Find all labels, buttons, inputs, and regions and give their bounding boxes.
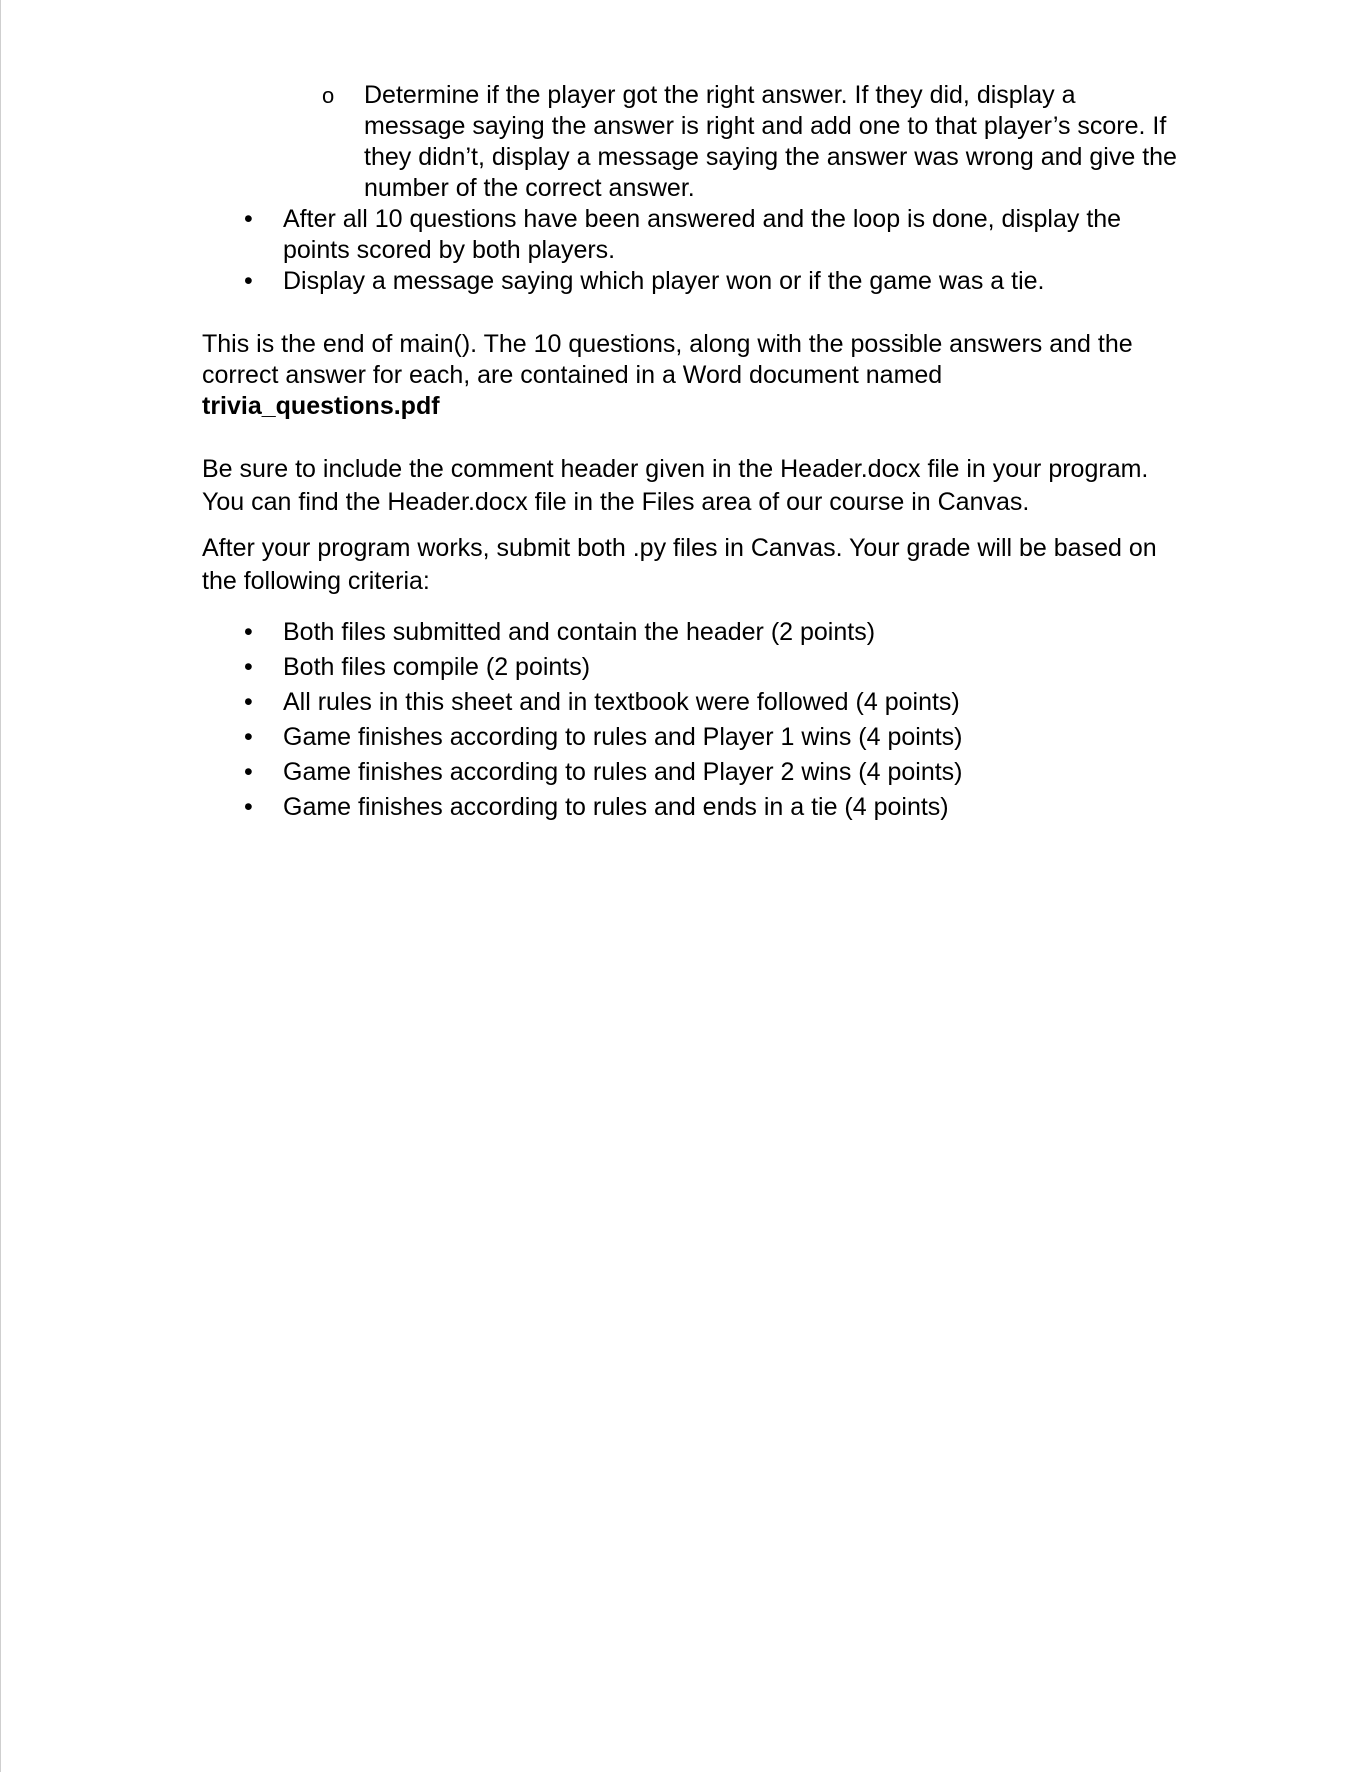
bullet-icon: • <box>244 723 253 751</box>
document-page <box>202 80 1182 825</box>
list-item <box>202 266 1182 297</box>
main-end-paragraph <box>202 329 1182 422</box>
header-text: Be sure to include the comment header given in the Header.docx file in your program. You can find the Header.docx file in the Files area of our course in Canvas. <box>202 455 1149 516</box>
list-item-text: After all 10 questions have been answered and the loop is done, display the points scored by both players. <box>283 205 1122 264</box>
criteria-item <box>202 720 1182 755</box>
header-paragraph <box>202 453 1182 519</box>
criteria-list <box>202 615 1182 825</box>
list-item-text: Display a message saying which player won or if the game was a tie. <box>283 267 1045 295</box>
criteria-item-text: Game finishes according to rules and Player 1 wins (4 points) <box>283 723 963 751</box>
sub-list-item-text: Determine if the player got the right answer. If they did, display a message saying the answer is right and add one to that player’s score. If they didn’t, display a message saying the answer was wrong and give the number of the correct answer. <box>364 81 1177 202</box>
criteria-item <box>202 790 1182 825</box>
bullet-icon: • <box>244 793 253 821</box>
bullet-icon: • <box>244 267 253 295</box>
bullet-icon: • <box>244 758 253 786</box>
bullet-icon: • <box>244 653 253 681</box>
circle-bullet-icon: o <box>322 83 335 108</box>
criteria-item <box>202 650 1182 685</box>
criteria-item-text: Game finishes according to rules and Player 2 wins (4 points) <box>283 758 963 786</box>
top-bullet-list <box>202 204 1182 297</box>
list-item <box>202 204 1182 266</box>
criteria-item <box>202 615 1182 650</box>
criteria-item <box>202 755 1182 790</box>
criteria-item-text: Both files submitted and contain the header (2 points) <box>283 618 876 646</box>
trivia-file-name: trivia_questions.pdf <box>202 392 440 420</box>
criteria-item <box>202 685 1182 720</box>
criteria-item-text: Game finishes according to rules and ends in a tie (4 points) <box>283 793 949 821</box>
criteria-item-text: All rules in this sheet and in textbook were followed (4 points) <box>283 688 960 716</box>
submit-paragraph <box>202 532 1182 598</box>
bullet-icon: • <box>244 688 253 716</box>
criteria-item-text: Both files compile (2 points) <box>283 653 591 681</box>
bullet-icon: • <box>244 618 253 646</box>
bullet-icon: • <box>244 205 253 233</box>
sub-list-item <box>202 80 1182 204</box>
page-edge <box>0 0 1 1772</box>
main-end-text: This is the end of main(). The 10 questions, along with the possible answers and the correct answer for each, are contained in a Word document named <box>202 330 1133 389</box>
submit-text: After your program works, submit both .py files in Canvas. Your grade will be based on the following criteria: <box>202 534 1157 595</box>
sub-bullet-list <box>202 80 1182 204</box>
